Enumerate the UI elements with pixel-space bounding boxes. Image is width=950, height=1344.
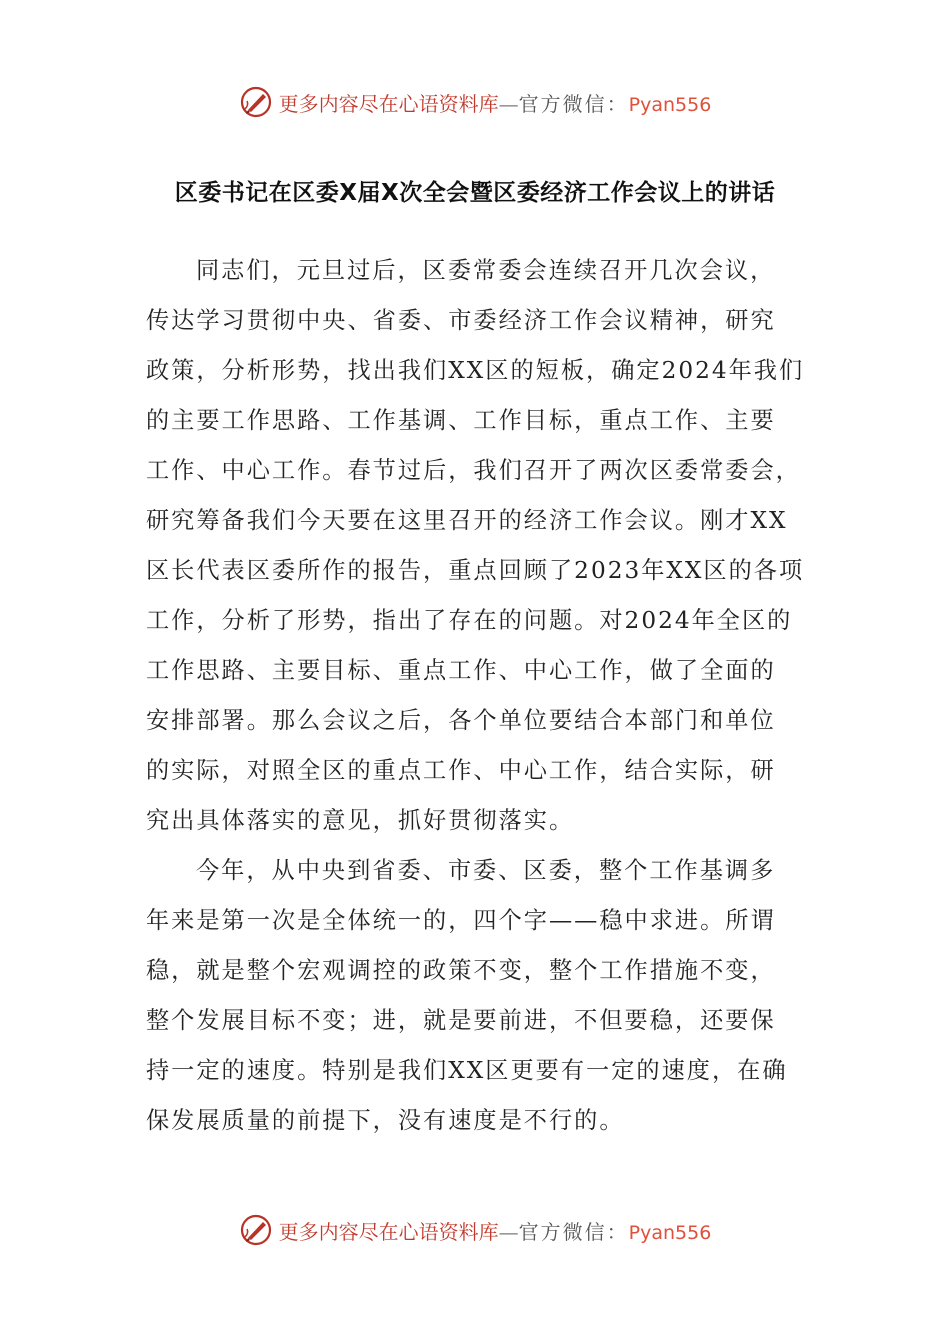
quill-pen-logo-icon [239,85,273,119]
document-body [146,246,806,1146]
text-line: 安排部署。那么会议之后，各个单位要结合本部门和单位 [146,707,776,734]
text-line: 工作、中心工作。春节过后，我们召开了两次区委常委会， [146,457,801,484]
watermark-text [279,88,712,117]
text-line: 的实际，对照全区的重点工作、中心工作，结合实际，研 [146,757,776,784]
text-line: 整个发展目标不变；进，就是要前进，不但要稳，还要保 [146,1007,776,1034]
quill-pen-logo-icon [239,1213,273,1247]
text-line: 年来是第一次是全体统一的，四个字——稳中求进。所谓 [146,907,776,934]
watermark-main: 更多内容尽在心语资料库 [278,1219,499,1244]
text-line: 同志们，元旦过后，区委常委会连续召开几次会议， [196,257,776,284]
document-title: 区委书记在区委X届X次全会暨区委经济工作会议上的讲话 [174,180,776,206]
text-line: 的主要工作思路、工作基调、工作目标，重点工作、主要 [146,407,776,434]
watermark-main: 更多内容尽在心语资料库 [278,91,499,116]
text-line: 工作思路、主要目标、重点工作、中心工作，做了全面的 [146,657,776,684]
watermark-wechat-label: 官方微信： [518,91,629,116]
text-line: 政策，分析形势，找出我们XX区的短板，确定2024年我们 [146,357,805,384]
text-line: 传达学习贯彻中央、省委、市委经济工作会议精神，研究 [146,307,776,334]
text-line: 区长代表区委所作的报告，重点回顾了2023年XX区的各项 [146,557,805,584]
watermark-text [279,1216,712,1245]
paragraph-2 [146,846,806,1146]
text-line: 今年，从中央到省委、市委、区委，整个工作基调多 [196,857,776,884]
watermark-dash: — [498,91,519,116]
text-line: 稳，就是整个宏观调控的政策不变，整个工作措施不变， [146,957,776,984]
header-watermark [0,82,950,122]
watermark-wechat-id: Pyan556 [628,93,712,116]
text-line: 持一定的速度。特别是我们XX区更要有一定的速度，在确 [146,1057,788,1084]
text-line: 工作，分析了形势，指出了存在的问题。对2024年全区的 [146,607,793,634]
paragraph-1 [146,246,806,846]
watermark-wechat-label: 官方微信： [518,1219,629,1244]
text-line: 保发展质量的前提下，没有速度是不行的。 [146,1107,625,1134]
watermark-wechat-id: Pyan556 [628,1221,712,1244]
watermark-dash: — [498,1219,519,1244]
footer-watermark [0,1210,950,1250]
text-line: 研究筹备我们今天要在这里召开的经济工作会议。刚才XX [146,507,788,534]
text-line: 究出具体落实的意见，抓好贯彻落实。 [146,807,575,834]
